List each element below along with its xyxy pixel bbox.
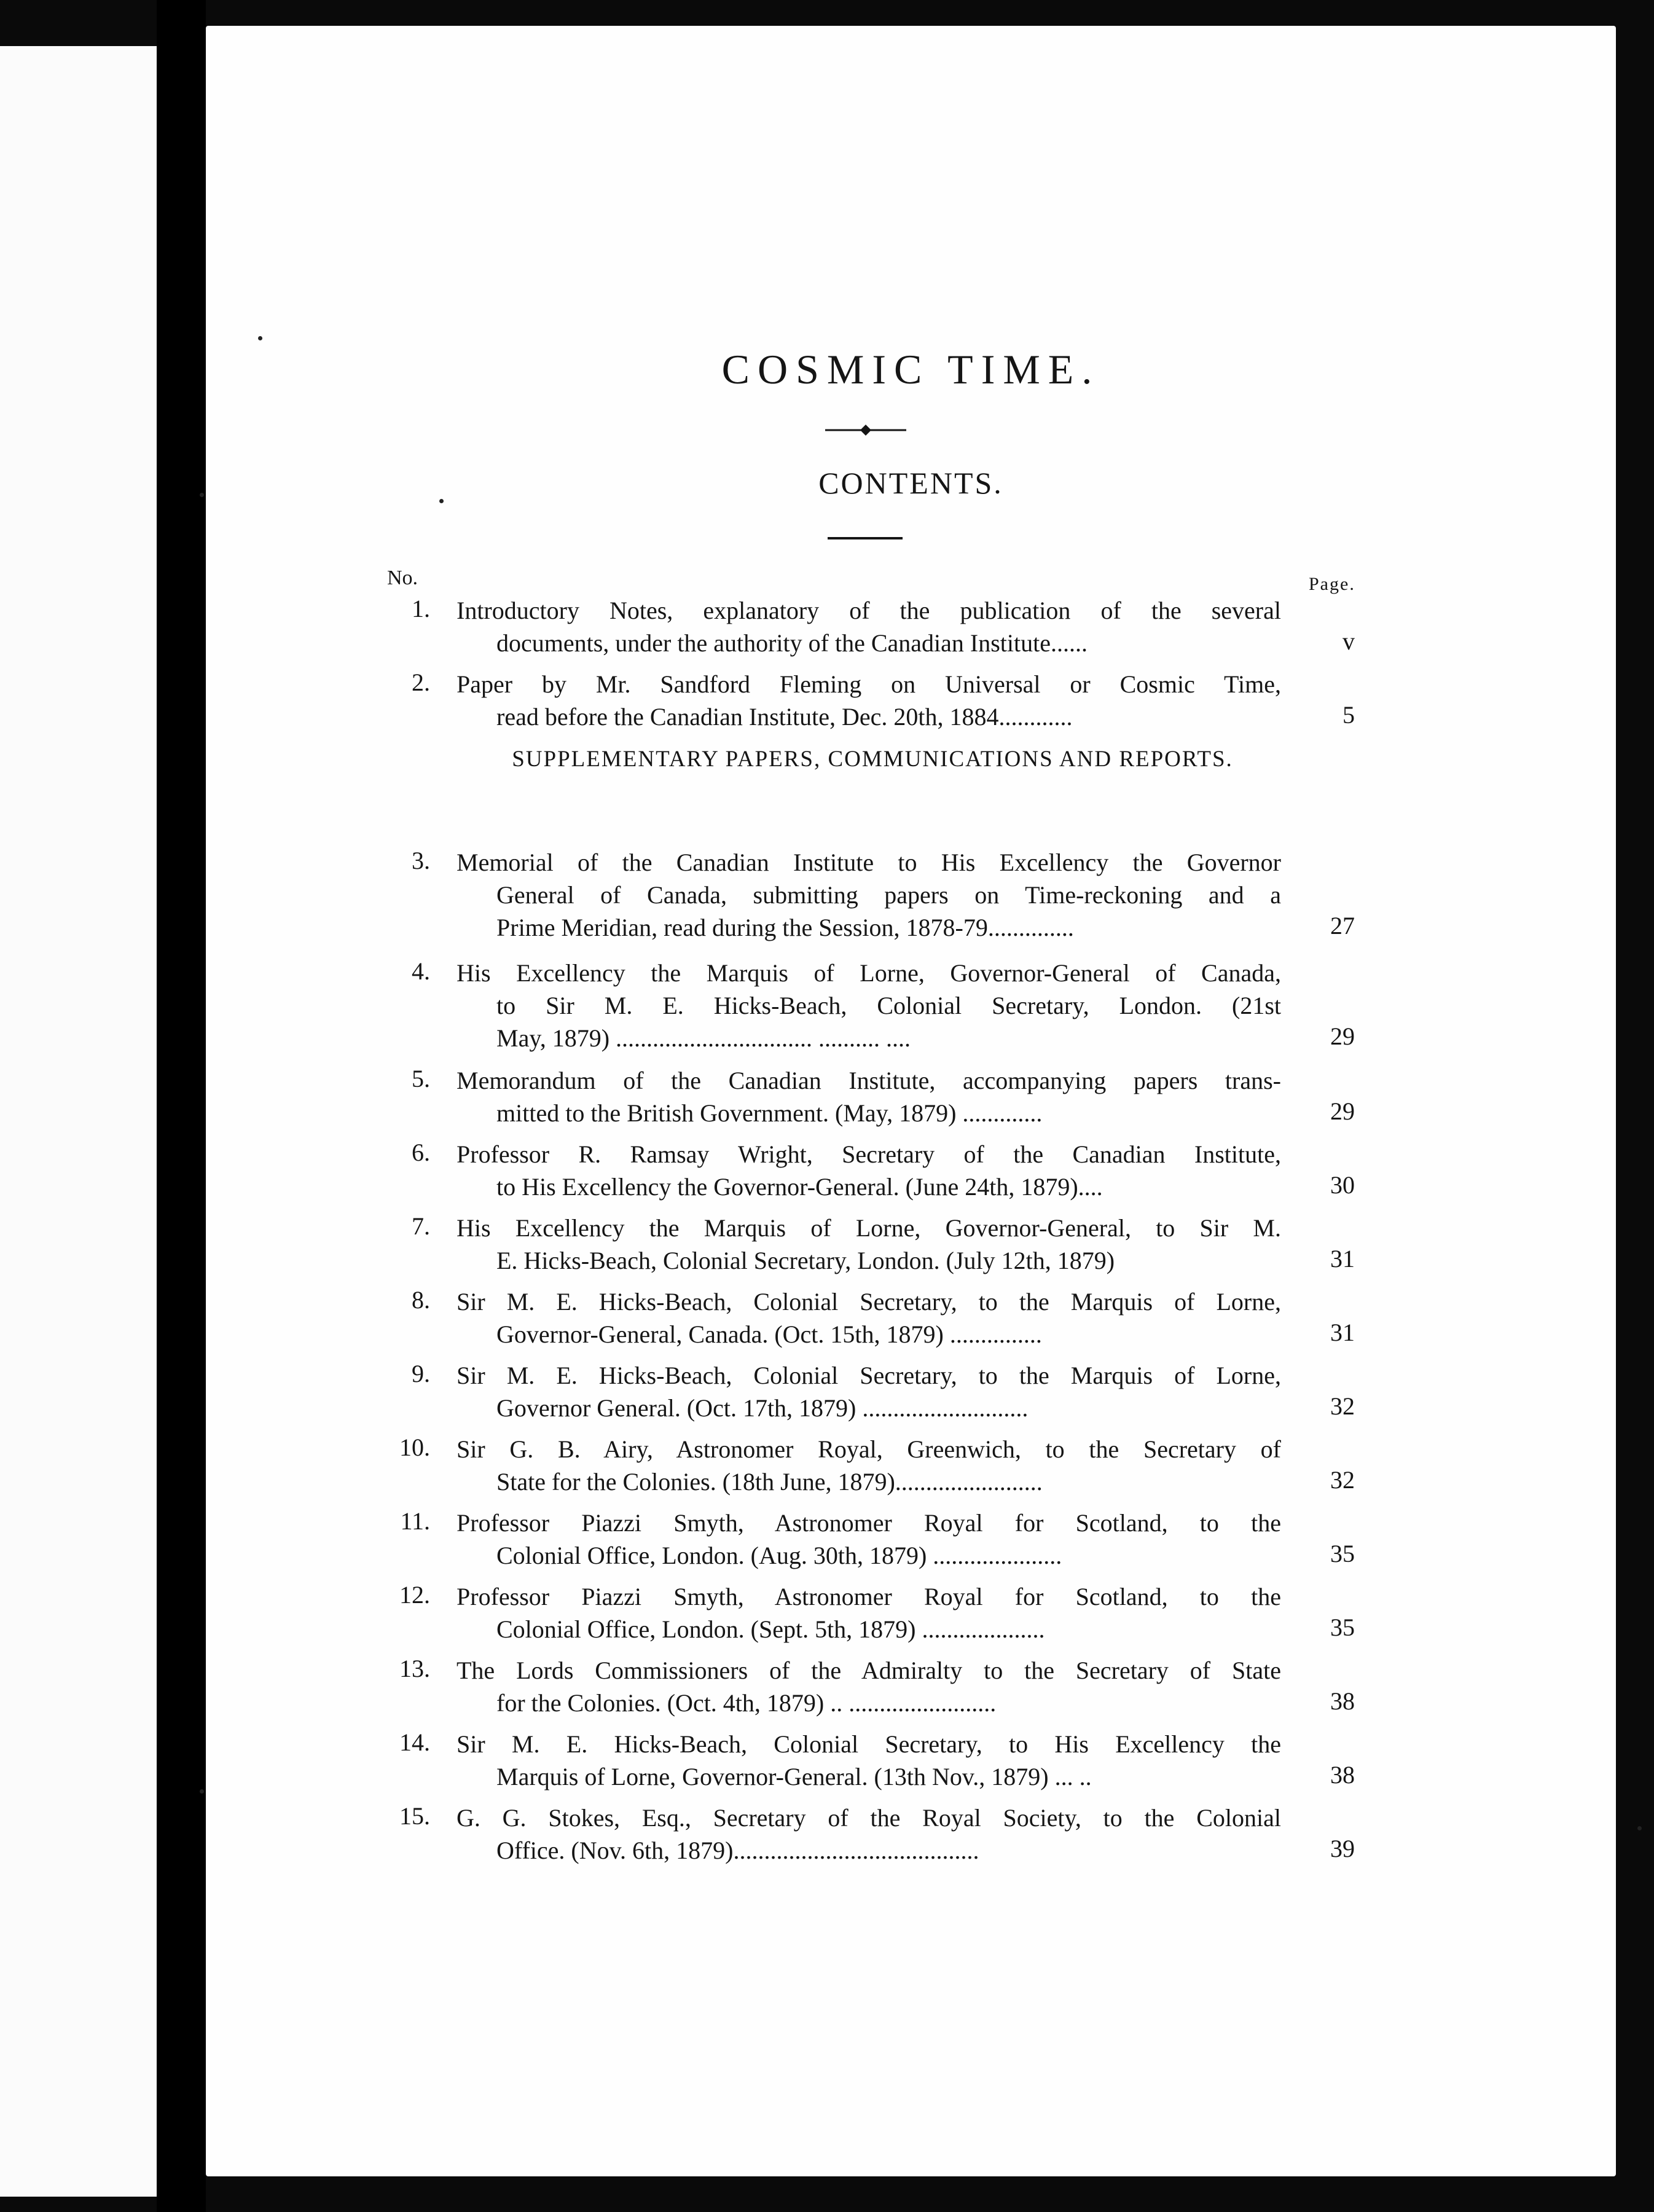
entry-text: [457, 1580, 1281, 1645]
entry-line: E. Hicks-Beach, Colonial Secretary, London. (July 12th, 1879): [496, 1247, 1115, 1274]
entry-line: Sir M. E. Hicks-Beach, Colonial Secretary, to His Excellency the: [457, 1730, 1281, 1758]
entry-line: General of Canada, submitting papers on Time-reckoning and a: [496, 881, 1281, 909]
entry-number: 3.: [412, 847, 430, 874]
entry-line: His Excellency the Marquis of Lorne, Governor-General, to Sir M.: [457, 1214, 1281, 1242]
entry-text: [457, 1802, 1281, 1867]
entry-number: 8.: [412, 1286, 430, 1314]
entry-number: 2.: [412, 669, 430, 696]
entry-line: Colonial Office, London. (Sept. 5th, 1879) ....................: [496, 1615, 1045, 1643]
entry-page-number: 30: [1330, 1171, 1355, 1199]
entry-line: mitted to the British Government. (May, 1879) .............: [496, 1099, 1043, 1127]
section-subheading: SUPPLEMENTARY PAPERS, COMMUNICATIONS AND REPORTS.: [512, 747, 1233, 772]
entry-page-number: 32: [1330, 1392, 1355, 1420]
entry-page-number: 38: [1330, 1687, 1355, 1715]
scan-speck: [200, 1789, 204, 1794]
entry-page-number: 35: [1330, 1540, 1355, 1567]
contents-list: [206, 26, 1616, 2176]
contents-heading: CONTENTS.: [818, 466, 1003, 500]
entry-text: [457, 1285, 1281, 1351]
entry-number: 5.: [412, 1065, 430, 1092]
entry-text: [457, 846, 1281, 944]
entry-line: read before the Canadian Institute, Dec. 20th, 1884............: [496, 703, 1073, 731]
entry-text: [457, 957, 1281, 1054]
entry-number: 10.: [399, 1433, 430, 1461]
entry-page-number: 5: [1342, 701, 1355, 729]
facing-page-edge: [0, 46, 178, 2197]
entry-page-number: 29: [1330, 1022, 1355, 1050]
entry-number: 11.: [400, 1507, 430, 1535]
entry-page-number: 31: [1330, 1319, 1355, 1346]
entry-page-number: 27: [1330, 912, 1355, 939]
contents-page: [206, 26, 1616, 2176]
entry-line: Office. (Nov. 6th, 1879)........................................: [496, 1837, 979, 1864]
entry-line: G. G. Stokes, Esq., Secretary of the Royal Society, to the Colonial: [457, 1804, 1281, 1832]
entry-line: Sir G. B. Airy, Astronomer Royal, Greenwich, to the Secretary of: [457, 1435, 1281, 1463]
entry-page-number: 29: [1330, 1097, 1355, 1125]
entry-line: Governor General. (Oct. 17th, 1879) ...........................: [496, 1394, 1029, 1422]
entry-number: 15.: [399, 1802, 430, 1830]
entry-line: Professor R. Ramsay Wright, Secretary of the Canadian Institute,: [457, 1140, 1281, 1168]
scan-speck: [439, 499, 444, 503]
number-column-header: No.: [387, 567, 418, 589]
entry-text: [457, 1064, 1281, 1129]
entry-line: to His Excellency the Governor-General. (June 24th, 1879)....: [496, 1173, 1103, 1201]
entry-line: for the Colonies. (Oct. 4th, 1879) .. ........................: [496, 1689, 997, 1717]
entry-page-number: 32: [1330, 1466, 1355, 1494]
entry-line: State for the Colonies. (18th June, 1879)........................: [496, 1468, 1043, 1496]
page-column-header: Page.: [1309, 574, 1355, 594]
scan-speck: [1637, 1826, 1642, 1830]
entry-line: The Lords Commissioners of the Admiralty to the Secretary of State: [457, 1657, 1281, 1684]
entry-text: [457, 668, 1281, 733]
scan-speck: [258, 336, 262, 340]
entry-line: to Sir M. E. Hicks-Beach, Colonial Secretary, London. (21st: [496, 992, 1281, 1019]
entry-line: Marquis of Lorne, Governor-General. (13th Nov., 1879) ... ..: [496, 1763, 1092, 1790]
entry-line: His Excellency the Marquis of Lorne, Governor-General of Canada,: [457, 959, 1281, 987]
entry-text: [457, 1433, 1281, 1498]
entry-number: 1.: [412, 595, 430, 622]
entry-text: [457, 1212, 1281, 1277]
entry-text: [457, 594, 1281, 659]
entry-page-number: 31: [1330, 1245, 1355, 1273]
entry-number: 9.: [412, 1360, 430, 1387]
entry-line: Prime Meridian, read during the Session, 1878-79..............: [496, 914, 1074, 941]
entry-text: [457, 1138, 1281, 1203]
entry-line: Introductory Notes, explanatory of the publication of the several: [457, 597, 1281, 624]
entry-line: Governor-General, Canada. (Oct. 15th, 1879) ...............: [496, 1320, 1042, 1348]
entry-number: 13.: [399, 1655, 430, 1682]
entry-line: Colonial Office, London. (Aug. 30th, 1879) .....................: [496, 1542, 1062, 1569]
entry-text: [457, 1507, 1281, 1572]
entry-number: 6.: [412, 1139, 430, 1166]
entry-number: 14.: [399, 1728, 430, 1756]
book-binding: [157, 0, 206, 2212]
entry-number: 12.: [399, 1581, 430, 1609]
entry-line: Sir M. E. Hicks-Beach, Colonial Secretary, to the Marquis of Lorne,: [457, 1288, 1281, 1316]
entry-line: Sir M. E. Hicks-Beach, Colonial Secretary, to the Marquis of Lorne,: [457, 1362, 1281, 1389]
entry-page-number: 35: [1330, 1614, 1355, 1641]
entry-line: Memorial of the Canadian Institute to His Excellency the Governor: [457, 849, 1281, 876]
entry-page-number: 39: [1330, 1835, 1355, 1862]
entry-page-number: 38: [1330, 1761, 1355, 1789]
entry-page-number: v: [1342, 627, 1355, 655]
entry-number: 4.: [412, 957, 430, 985]
entry-number: 7.: [412, 1212, 430, 1240]
entry-text: [457, 1359, 1281, 1424]
entry-line: May, 1879) ................................ .......... ....: [496, 1024, 911, 1052]
entry-line: Memorandum of the Canadian Institute, accompanying papers trans-: [457, 1067, 1281, 1094]
entry-line: Professor Piazzi Smyth, Astronomer Royal for Scotland, to the: [457, 1583, 1281, 1610]
entry-text: [457, 1728, 1281, 1793]
entry-line: documents, under the authority of the Canadian Institute......: [496, 629, 1088, 657]
entry-line: Professor Piazzi Smyth, Astronomer Royal for Scotland, to the: [457, 1509, 1281, 1537]
entry-text: [457, 1654, 1281, 1719]
entry-line: Paper by Mr. Sandford Fleming on Universal or Cosmic Time,: [457, 670, 1281, 698]
book-title: COSMIC TIME.: [721, 346, 1100, 393]
scan-speck: [200, 493, 204, 497]
